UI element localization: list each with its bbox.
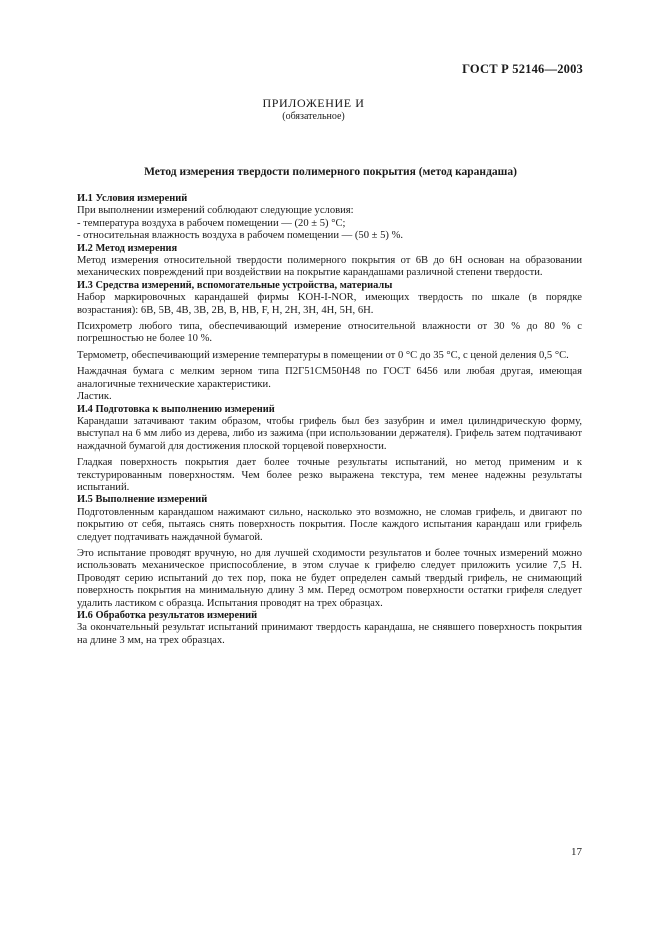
section-heading: И.3 Средства измерений, вспомогательные устройства, материалы <box>77 279 393 291</box>
section-instruments <box>77 280 582 404</box>
appendix-block <box>0 96 627 122</box>
paragraph: Это испытание проводят вручную, но для лучшей сходимости результатов и более точных измерений можно использовать механическое приспособление, в этом случае к грифелю следует приложить усилие 7,5 Н. Проводят серию испытаний до тех пор, пока не будет определен самый твердый грифель, не снимающий поверхность покрытия на минимальную длину 3 мм. Перед осмотром поверхности остатки грифеля следует удалить ластиком с образца. Испытания проводят на трех образцах. <box>77 547 582 609</box>
paragraph: Термометр, обеспечивающий измерение температуры в помещении от 0 °С до 35 °С, с ценой деления 0,5 °С. <box>77 349 569 361</box>
paragraph: Наждачная бумага с мелким зерном типа П2Г51СМ50Н48 по ГОСТ 6456 или любая другая, имеющая аналогичные технические характеристики. <box>77 366 582 390</box>
section-heading: И.6 Обработка результатов измерений <box>77 610 258 621</box>
list-item: - относительная влажность воздуха в рабочем помещении — (50 ± 5) %. <box>77 230 404 242</box>
paragraph: Карандаши затачивают таким образом, чтобы грифель был без зазубрин и имел цилиндрическую форму, выступал на 6 мм либо из дерева, либо из зажима (при использовании держателя). Грифель затем подтачивают наждачной бумагой для достижения плоской торцевой поверхности. <box>77 415 582 452</box>
section-heading: И.1 Условия измерений <box>77 193 188 204</box>
main-title: Метод измерения твердости полимерного покрытия (метод карандаша) <box>144 166 517 178</box>
paragraph: Ластик. <box>77 391 112 403</box>
section-heading: И.4 Подготовка к выполнению измерений <box>77 403 275 415</box>
document-body <box>77 193 582 647</box>
paragraph: Метод измерения относительной твердости полимерного покрытия от 6В до 6Н основан на образовании механических повреждений при воздействии на покрытие карандашами различной степени твердости. <box>77 255 582 279</box>
paragraph: Гладкая поверхность покрытия дает более точные результаты испытаний, но метод применим и к текстурированным поверхностям. Чем более резко выражена текстура, тем менее надежны результаты испытаний. <box>77 457 582 493</box>
section-conditions <box>77 193 582 243</box>
section-method <box>77 243 582 280</box>
list-item: - температура воздуха в рабочем помещении — (20 ± 5) °С; <box>77 217 346 229</box>
appendix-title: ПРИЛОЖЕНИЕ И <box>262 96 365 110</box>
page-number: 17 <box>571 846 582 858</box>
standard-code: ГОСТ Р 52146—2003 <box>462 62 583 76</box>
section-results <box>77 610 582 647</box>
appendix-subtitle: (обязательное) <box>282 111 345 122</box>
paragraph: Психрометр любого типа, обеспечивающий измерение относительной влажности от 30 % до 80 % с погрешностью не более 10 %. <box>77 321 582 345</box>
section-execution <box>77 494 582 610</box>
section-heading: И.2 Метод измерения <box>77 242 178 254</box>
paragraph: За окончательный результат испытаний принимают твердость карандаша, не снявшего поверхность покрытия на длине 3 мм, на трех образцах. <box>77 622 582 646</box>
paragraph: Набор маркировочных карандашей фирмы KOH-I-NOR, имеющих твердость по шкале (в порядке возрастания): 6В, 5В, 4В, 3В, 2В, В, НВ, F, Н, 2Н, 3Н, 4Н, 5Н, 6Н. <box>77 292 582 316</box>
section-heading: И.5 Выполнение измерений <box>77 494 208 506</box>
paragraph: Подготовленным карандашом нажимают сильно, насколько это возможно, не сломав грифель, и двигают по покрытию от себя, пытаясь снять поверхность покрытия. После каждого испытания карандаш или грифель следует подтачивать наждачной бумагой. <box>77 506 582 543</box>
section-preparation <box>77 404 582 495</box>
paragraph: При выполнении измерений соблюдают следующие условия: <box>77 205 354 217</box>
